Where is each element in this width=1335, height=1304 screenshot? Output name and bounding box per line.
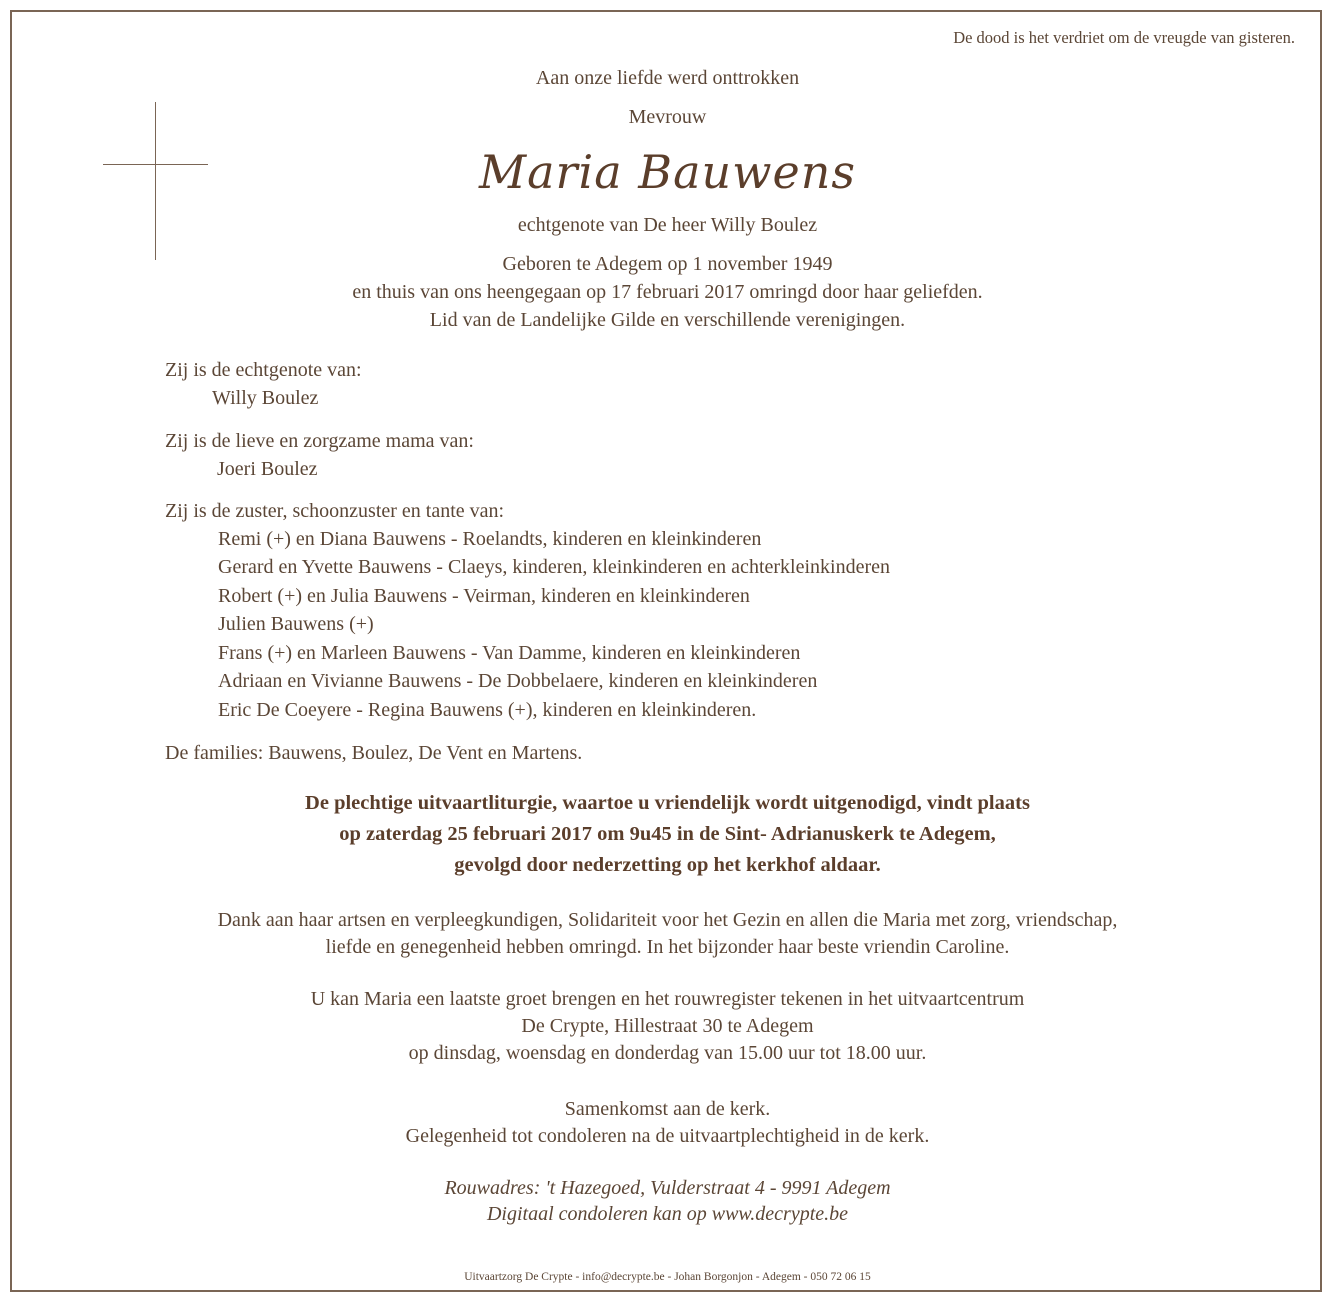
visit-line: U kan Maria een laatste groet brengen en het rouwregister tekenen in het uitvaartcentrum: [310, 988, 1025, 1010]
sibling-line: Robert (+) en Julia Bauwens - Veirman, kinderen en kleinkinderen: [218, 585, 750, 607]
thanks-line: Dank aan haar artsen en verpleegkundigen, Solidariteit voor het Gezin en allen die Maria met zorg, vriendschap,: [217, 909, 1118, 931]
intro: Aan onze liefde werd onttrokken: [535, 67, 800, 89]
sibling-line: Frans (+) en Marleen Bauwens - Van Damme, kinderen en kleinkinderen: [218, 642, 801, 664]
condolence-line: Digitaal condoleren kan op www.decrypte.be: [486, 1203, 849, 1225]
thanks-line: liefde en genegenheid hebben omringd. In het bijzonder haar beste vriendin Caroline.: [325, 936, 1010, 958]
deceased-name: Maria Bauwens: [479, 145, 856, 199]
salutation: Mevrouw: [628, 106, 707, 128]
funeral-line: op zaterdag 25 februari 2017 om 9u45 in de Sint- Adrianuskerk te Adegem,: [339, 823, 996, 845]
gathering-line: Samenkomst aan de kerk.: [564, 1098, 771, 1120]
spouse-heading: Zij is de echtgenote van:: [165, 359, 362, 381]
families-line: De families: Bauwens, Boulez, De Vent en Martens.: [165, 742, 583, 764]
born-line: Geboren te Adegem op 1 november 1949: [502, 253, 833, 275]
address-line: Rouwadres: 't Hazegoed, Vulderstraat 4 - 9991 Adegem: [444, 1177, 891, 1199]
gathering-line: Gelegenheid tot condoleren na de uitvaartplechtigheid in de kerk.: [405, 1125, 930, 1147]
spouse-line: echtgenote van De heer Willy Boulez: [517, 214, 818, 236]
sibling-line: Remi (+) en Diana Bauwens - Roelandts, kinderen en kleinkinderen: [218, 528, 762, 550]
passed-line: en thuis van ons heengegaan op 17 februari 2017 omringd door haar geliefden.: [352, 281, 983, 303]
funeral-line: De plechtige uitvaartliturgie, waartoe u vriendelijk wordt uitgenodigd, vindt plaats: [305, 792, 1030, 814]
sibling-heading: Zij is de zuster, schoonzuster en tante van:: [165, 500, 505, 522]
sibling-line: Adriaan en Vivianne Bauwens - De Dobbelaere, kinderen en kleinkinderen: [218, 670, 818, 692]
visit-line: op dinsdag, woensdag en donderdag van 15.00 uur tot 18.00 uur.: [408, 1042, 927, 1064]
sibling-line: Eric De Coeyere - Regina Bauwens (+), kinderen en kleinkinderen.: [218, 699, 757, 721]
child-name: Joeri Boulez: [217, 458, 318, 480]
member-line: Lid van de Landelijke Gilde en verschillende verenigingen.: [429, 309, 906, 331]
spouse-name: Willy Boulez: [212, 387, 319, 409]
mother-heading: Zij is de lieve en zorgzame mama van:: [165, 430, 474, 452]
visit-line: De Crypte, Hillestraat 30 te Adegem: [521, 1015, 814, 1037]
footer: Uitvaartzorg De Crypte - info@decrypte.be - Johan Borgonjon - Adegem - 050 72 06 15: [464, 1271, 871, 1283]
motto: De dood is het verdriet om de vreugde van gisteren.: [953, 28, 1295, 47]
sibling-line: Gerard en Yvette Bauwens - Claeys, kinderen, kleinkinderen en achterkleinkinderen: [218, 556, 890, 578]
sibling-line: Julien Bauwens (+): [218, 613, 374, 635]
funeral-line: gevolgd door nederzetting op het kerkhof aldaar.: [454, 854, 881, 876]
